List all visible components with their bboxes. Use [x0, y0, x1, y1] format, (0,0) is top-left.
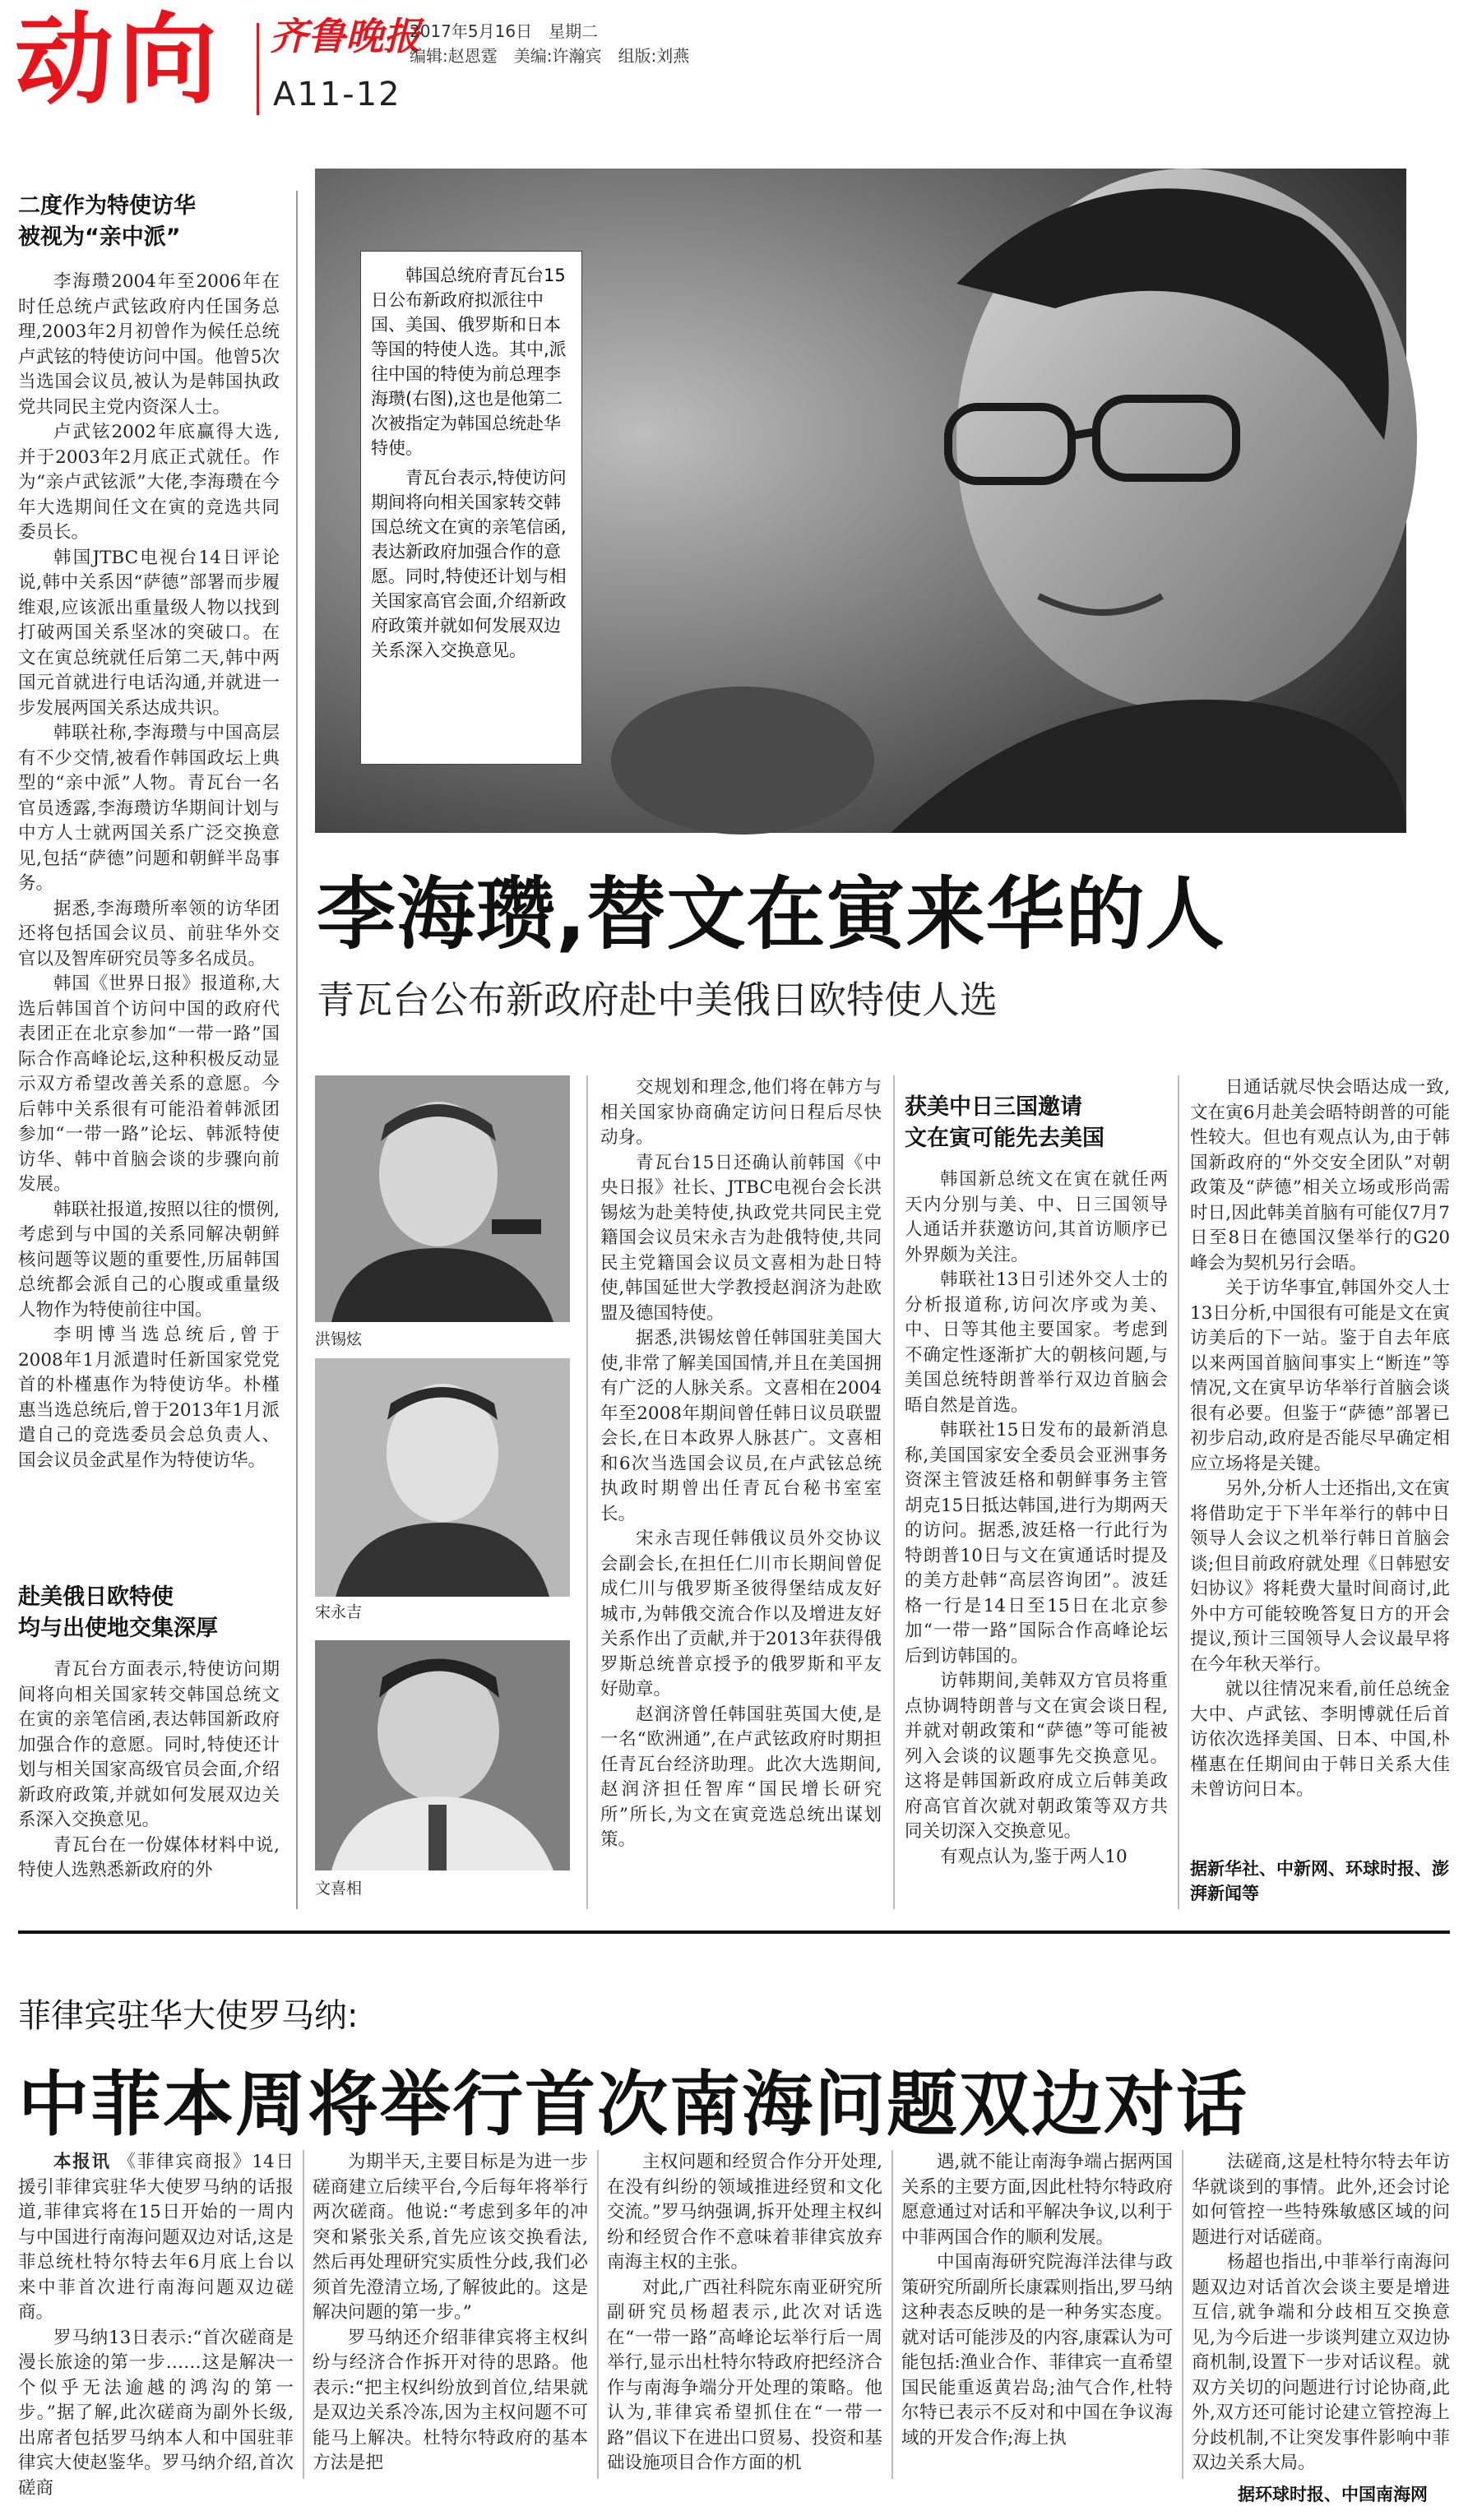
main-subheadline: 青瓦台公布新政府赴中美俄日欧特使人选 [317, 978, 998, 1022]
column-4-body: 日通话就尽快会晤达成一致,文在寅6月赴美会晤特朗普的可能性较大。但也有观点认为,由于韩国新政府的“外交安全团队”对朝政策及“萨德”相关立场或形尚需时日,因此韩美首脑有可能仅7月7日至8日在德国汉堡举行的G20峰会为契机另行会晤。 关于访华事宜,韩国外交人士13日分析,中国很有可能是文在寅访美后的下一站。鉴于自去年底以来两国首脑间事实上“断连”等情况,文在寅早访华举行首脑会谈很有必要。但鉴于“萨德”部署已初步启动,政府是否能尽早确定相应立场将是关键。 另外,分析人士还指出,文在寅将借助定于下半年举行的韩中日领导人会议之机举行韩日首脑会谈;但目前政府就处理《日韩慰安妇协议》将耗费大量时间商讨,此外中方可能较晚答复日方的开会提议,预计三国领导人会议最早将在今年秋天举行。 就以往情况来看,前任总统金大中、卢武铉、李明博就任后首访依次选择美国、日本、中国,朴槿惠在任期间由于韩日关系大佳未曾访问日本。 [1190, 1077, 1450, 1800]
column-3 [905, 1092, 1168, 1891]
top-story-source: 据新华社、中新网、环球时报、澎湃新闻等 [1190, 1859, 1449, 1903]
newspaper-logo: 齐鲁晚报 [270, 14, 421, 58]
main-headline: 李海瓒,替文在寅来华的人 [317, 868, 1225, 960]
bottom-column-5: 法磋商,这是杜特尔特去年访华就谈到的事情。此外,还会讨论如何管控一些特殊敏感区域的问题进行对话磋商。 杨超也指出,中菲举行南海问题双边对话首次会谈主要是增进互信,就争端和分歧相互交换意见,为今后进一步谈判建立双边协商机制,设置下一步对话议程。就双方关切的问题进行讨论协商,此外,双方还可能讨论建立管控海上分歧机制,不让突发事件影响中菲双边关系大局。 [1192, 2152, 1450, 2473]
issue-date: 2017年5月16日 星期二 [410, 21, 599, 41]
portrait-caption: 文喜相 [315, 1880, 363, 1898]
column-divider [597, 2150, 599, 2479]
column-divider [296, 191, 298, 1909]
portrait-moon-hee-sang [315, 1640, 570, 1870]
section-title: 动向 [15, 3, 222, 118]
portrait-song-young-gil [315, 1358, 570, 1597]
caption-paragraph: 青瓦台表示,特使访问期间将向相关国家转交韩国总统文在寅的亲笔信函,表达新政府加强合作的意愿。同时,特使还计划与相关国家高官会面,介绍新政府政策并就如何发展双边关系深入交换意见。 [371, 468, 567, 660]
column-divider [586, 1075, 588, 1909]
column-divider [891, 2150, 893, 2479]
column-divider [893, 1075, 895, 1909]
page-number: A11-12 [273, 76, 401, 113]
left-column-body-1: 李海瓒2004年至2006年在时任总统卢武铉政府内任国务总理,2003年2月初曾作为候任总统卢武铉的特使访问中国。他曾5次当选国会议员,被认为是韩国执政党共同民主党内资深人士。 卢武铉2002年底赢得大选,并于2003年2月底正式就任。作为“亲卢武铉派”大佬,李海瓒在今年大选期间任文在寅的竞选共同委员长。 韩国JTBC电视台14日评论说,韩中关系因“萨德”部署而步履维艰,应该派出重量级人物以找到打破两国关系坚冰的突破口。在文在寅总统就任后第二天,韩中两国元首就进行电话沟通,并就进一步发展两国关系达成共识。 韩联社称,李海瓒与中国高层有不少交情,被看作韩国政坛上典型的“亲中派”人物。青瓦台一名官员透露,李海瓒访华期间计划与中方人士就两国关系广泛交换意见,包括“萨德”问题和朝鲜半岛事务。 据悉,李海瓒所率领的访华团还将包括国会议员、前驻华外交官以及智库研究员等多名成员。 韩国《世界日报》报道称,大选后韩国首个访问中国的政府代表团正在北京参加“一带一路”国际合作高峰论坛,这种积极反动显示双方希望改善关系的意愿。今后韩中关系很有可能沿着韩派团参加“一带一路”论坛、韩派特使访华、韩中首脑会谈的步骤向前发展。 韩联社报道,按照以往的惯例,考虑到与中国的关系同解决朝鲜核问题等议题的重要性,历届韩国总统都会派自己的心腹或重量级人物作为特使前往中国。 李明博当选总统后,曾于2008年1月派遣时任新国家党党首的朴槿惠作为特使访华。朴槿惠当选总统后,曾于2013年1月派遣自己的竞选委员会总负责人、国会议员金武星作为特使访华。 [18, 271, 280, 1471]
bottom-kicker: 菲律宾驻华大使罗马纳: [18, 1997, 359, 2035]
subhead-first-envoy: 二度作为特使访华 被视为“亲中派” [18, 193, 196, 250]
bottom-column-2: 为期半天,主要目标是为进一步磋商建立后续平台,今后每年将举行两次磋商。他说:“考虑到多年的冲突和紧张关系,首先应该交换看法,然后再处理研究实质性分歧,我们必须首先澄清立场,了解彼此的。这是解决问题的第一步。” 罗马纳还介绍菲律宾将主权纠纷与经济合作拆开对待的思路。他表示:“把主权纠纷放到首位,结果就是双边关系冷冻,因为主权问题不可能马上解决。杜特尔特政府的基本方法是把 [313, 2152, 588, 2473]
bottom-headline: 中菲本周将举行首次南海问题双边对话 [18, 2064, 1248, 2146]
portrait-caption: 洪锡炫 [315, 1330, 363, 1348]
editor-credits: 编辑:赵恩霆 美编:许瀚宾 组版:刘燕 [410, 46, 690, 66]
middle-column-body: 交规划和理念,他们将在韩方与相关国家协商确定访问日程后尽快动身。 青瓦台15日还确认前韩国《中央日报》社长、JTBC电视台会长洪锡炫为赴美特使,执政党共同民主党籍国会议员宋永吉为赴俄特使,共同民主党籍国会议员文喜相为赴日特使,韩国延世大学教授赵润济为赴欧盟及德国特使。 据悉,洪锡炫曾任韩国驻美国大使,非常了解美国国情,并且在美国拥有广泛的人脉关系。文喜相在2004年至2008年期间曾任韩日议员联盟会长,在日本政界人脉甚广。文喜相和6次当选国会议员,在卢武铉总统执政时期曾出任青瓦台秘书室室长。 宋永吉现任韩俄议员外交协议会副会长,在担任仁川市长期间曾促成仁川与俄罗斯圣彼得堡结成友好城市,为韩俄交流合作以及增进友好关系作出了贡献,并于2013年获得俄罗斯总统普京授予的俄罗斯和平友好勋章。 赵润济曾任韩国驻英国大使,是一名“欧洲通”,在卢武铉政府时期担任青瓦台经济助理。此次大选期间,赵润济担任智库“国民增长研究所”所长,为文在寅竞选总统出谋划策。 [600, 1077, 882, 1850]
dateline: 本报讯 [53, 2152, 111, 2172]
left-column [18, 191, 280, 1995]
column-divider [303, 2150, 304, 2479]
portrait-caption: 宋永吉 [315, 1603, 363, 1621]
bottom-column-3: 主权问题和经贸合作分开处理,在没有纠纷的领域推进经贸和文化交流。”罗马纳强调,拆开处理主权纠纷和经贸合作不意味着菲律宾放弃南海主权的主张。 对此,广西社科院东南亚研究所副研究员杨超表示,此次对话选在“一带一路”高峰论坛举行后一周举行,显示出杜特尔特政府把经济合作与南海争端分开处理的策略。他认为,菲律宾希望抓住在“一带一路”倡议下在进出口贸易、投资和基础设施项目合作方面的机 [607, 2152, 882, 2473]
bottom-story-source: 据环球时报、中国南海网 [1238, 2485, 1428, 2504]
caption-paragraph: 韩国总统府青瓦台15日公布新政府拟派往中国、美国、俄罗斯和日本等国的特使人选。其中,派往中国的特使为前总理李海瓒(右图),这也是他第二次被指定为韩国总统赴华特使。 [371, 266, 567, 458]
bottom-column-1: 本报讯 《菲律宾商报》14日援引菲律宾驻华大使罗马纳的话报道,菲律宾将在15日开始的一周内与中国进行南海问题双边对话,这是菲总统杜特尔特去年6月底上台以来中菲首次进行南海问题双边磋商。 罗马纳13日表示:“首次磋商是漫长旅途的第一步……这是解决一个似乎无法逾越的鸿沟的第一步。”据了解,此次磋商为副外长级,出席者包括罗马纳本人和中国驻菲律宾大使赵鉴华。罗马纳介绍,首次磋商 [18, 2152, 294, 2499]
section-rule [18, 1930, 1450, 1934]
column-3-body: 韩国新总统文在寅在就任两天内分别与美、中、日三国领导人通话并获邀访问,其首访顺序已外界颇为关注。 韩联社13日引述外交人士的分析报道称,访问次序或为美、中、日等其他主要国家。考虑到不确定性逐渐扩大的朝核问题,与美国总统特朗普举行双边首脑会晤自然是首选。 韩联社15日发布的最新消息称,美国国家安全委员会亚洲事务资深主管波廷格和朝鲜事务主管胡克15日抵达韩国,进行为期两天的访问。据悉,波廷格一行此行为特朗普10日与文在寅通话时提及的美方赴韩“高层咨询团”。波廷格一行是14日至15日在北京参加“一带一路”国际合作高峰论坛后到访韩国的。 访韩期间,美韩双方官员将重点协调特朗普与文在寅会谈日程,并就对朝政策和“萨德”等可能被列入会谈的议题事先交换意见。这将是韩国新政府成立后韩美政府高官首次就对朝政策等双方共同关切深入交换意见。 有观点认为,鉴于两人10 [905, 1169, 1168, 1867]
masthead-divider [257, 23, 259, 115]
subhead-us-visit: 获美中日三国邀请 文在寅可能先去美国 [905, 1094, 1104, 1151]
column-divider [1178, 1075, 1179, 1909]
column-divider [1182, 2150, 1183, 2479]
subhead-other-envoys: 赴美俄日欧特使 均与出使地交集深厚 [18, 1584, 218, 1641]
photo-caption-box [360, 251, 582, 765]
left-column-body-2: 青瓦台方面表示,特使访问期间将向相关国家转交韩国总统文在寅的亲笔信函,表达韩国新政府加强合作的意愿。同时,特使还计划与相关国家高级官员会面,介绍新政府政策,并就如何发展双边关系深入交换意见。 青瓦台在一份媒体材料中说,特使人选熟悉新政府的外 [18, 1659, 280, 1880]
bottom-column-4: 遇,就不能让南海争端占据两国关系的主要方面,因此杜特尔特政府愿意通过对话和平解决争议,以利于中菲两国合作的顺利发展。 中国南海研究院海洋法律与政策研究所副所长康霖则指出,罗马纳这种表态反映的是一种务实态度。就对话可能涉及的内容,康霖认为可能包括:渔业合作、菲律宾一直希望国民能重返黄岩岛;油气合作,杜特尔特已表示不反对和中国在争议海域的开发合作;海上执 [901, 2152, 1173, 2448]
portrait-hong-seok-hyun [315, 1075, 570, 1322]
